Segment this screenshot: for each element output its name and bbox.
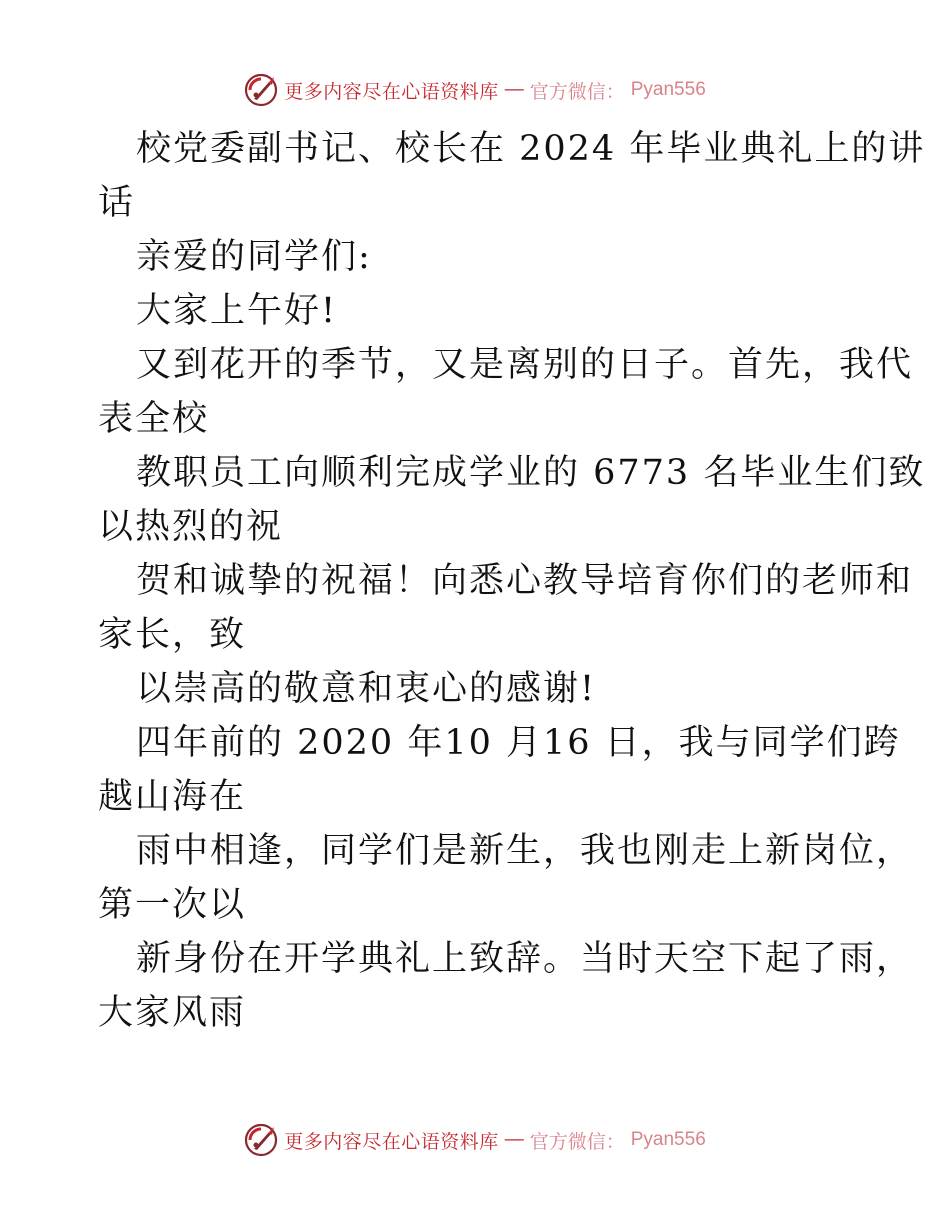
text-line: 新身份在开学典礼上致辞。当时天空下起了雨，	[136, 939, 914, 979]
text-line: 亲爱的同学们:	[136, 237, 372, 277]
text-line: 校党委副书记、校长在 2024 年毕业典礼上的讲	[136, 129, 926, 169]
quill-pen-logo-icon	[244, 1123, 278, 1157]
text-line: 表全校	[98, 399, 210, 439]
text-line: 话	[98, 183, 136, 223]
banner-contact-label: 官方微信：	[529, 80, 625, 103]
text-line: 第一次以	[98, 885, 247, 925]
text-line: 越山海在	[98, 777, 247, 817]
text-line: 大家上午好!	[136, 291, 338, 331]
text-line: 以崇高的敬意和衷心的感谢!	[136, 669, 597, 709]
header-banner	[0, 70, 950, 110]
banner-contact-id: Pyan556	[630, 1129, 706, 1150]
text-line: 大家风雨	[98, 993, 247, 1033]
text-line: 家长，致	[98, 615, 247, 655]
banner-text: 更多内容尽在心语资料库	[284, 1130, 499, 1153]
text-line: 教职员工向顺利完成学业的 6773 名毕业生们致	[136, 453, 926, 493]
quill-pen-logo-icon	[244, 73, 278, 107]
text-line: 又到花开的季节，又是离别的日子。首先，我代	[136, 345, 914, 385]
banner-contact-label: 官方微信：	[529, 1130, 625, 1153]
text-line: 贺和诚挚的祝福！向悉心教导培育你们的老师和	[136, 561, 914, 601]
banner-separator: —	[504, 1129, 524, 1150]
document-body	[98, 122, 926, 1040]
text-line: 四年前的 2020 年10 月16 日，我与同学们跨	[136, 723, 901, 763]
banner-contact-id: Pyan556	[630, 79, 706, 100]
text-line: 以热烈的祝	[98, 507, 284, 547]
footer-banner	[0, 1120, 950, 1160]
banner-text: 更多内容尽在心语资料库	[284, 80, 499, 103]
text-line: 雨中相逢，同学们是新生，我也刚走上新岗位，	[136, 831, 914, 871]
banner-separator: —	[504, 79, 524, 100]
